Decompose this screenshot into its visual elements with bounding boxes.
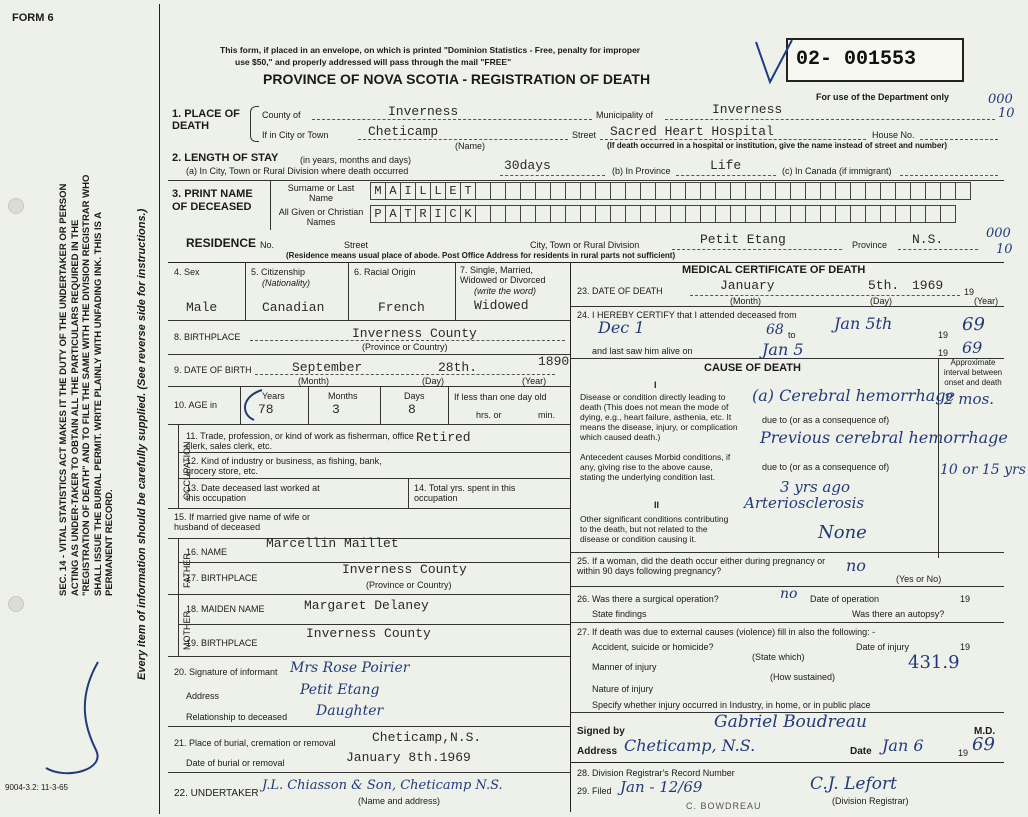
length-of-stay-label: 2. LENGTH OF STAY — [172, 152, 279, 164]
marital-value: Widowed — [474, 298, 529, 313]
attended-to: Jan 5th — [834, 314, 893, 333]
house-label: House No. — [872, 130, 915, 140]
stay-b-label: (b) In Province — [612, 166, 671, 176]
medical-certificate-title: MEDICAL CERTIFICATE OF DEATH — [682, 264, 866, 276]
q15-label: 15. If married give name of wife or husband of deceased — [174, 512, 311, 532]
place-of-death-label: 1. PLACE OF DEATH — [172, 108, 240, 132]
municipality-label: Municipality of — [596, 110, 654, 120]
mother-bp-label: 19. BIRTHPLACE — [186, 638, 258, 648]
attended-from: Dec 1 — [598, 318, 645, 337]
last-saw-label: and last saw him alive on — [592, 346, 693, 356]
racial-label: 6. Racial Origin — [354, 267, 416, 277]
dob-day: 28th. — [438, 360, 478, 375]
registration-number: 02- 001553 — [796, 48, 917, 71]
residence-street-label: Street — [344, 240, 369, 250]
dob-month: September — [292, 360, 363, 375]
other-conditions-label: Other significant conditions contributing to the death, but not related to the disease or condition causing it. — [580, 514, 729, 544]
residence-city-label: City, Town or Rural Division — [530, 240, 640, 250]
form-title: PROVINCE OF NOVA SCOTIA - REGISTRATION OF DEATH — [263, 71, 651, 87]
other-conditions-value: None — [818, 522, 867, 543]
informant-signature: Mrs Rose Poirier — [290, 660, 410, 676]
mother-maiden-name: Margaret Delaney — [304, 598, 429, 613]
stay-a-label: (a) In City, Town or Rural Division where death occurred — [186, 166, 409, 176]
q29-label: 29. Filed — [577, 786, 612, 796]
place-note: (If death occurred in a hospital or institution, give the name instead of street and number) — [607, 141, 948, 150]
dept-mark-4: 10 — [996, 242, 1013, 257]
marital-hint: (write the word) — [474, 286, 537, 296]
city-value: Cheticamp — [368, 124, 439, 139]
mother-maiden-label: 18. MAIDEN NAME — [186, 604, 265, 614]
cause-c2: Arteriosclerosis — [744, 494, 865, 512]
q27-label: 27. If death was due to external causes (violence) fill in also the following: - — [577, 627, 876, 637]
father-name: Marcellin Maillet — [266, 536, 399, 551]
cause-of-death-title: CAUSE OF DEATH — [704, 362, 801, 374]
checkmark-icon — [752, 36, 796, 88]
residence-no-label: No. — [260, 240, 275, 250]
dob-year: 1890 — [538, 354, 570, 369]
notice-line-2: use $50," and properly addressed will pass through the mail "FREE" — [235, 57, 512, 67]
age-years: 78 — [258, 402, 274, 417]
residence-province: N.S. — [912, 232, 944, 247]
q11-label: 11. Trade, profession, or kind of work as fisherman, office clerk, sales clerk, etc. — [186, 431, 414, 451]
birthplace-label: 8. BIRTHPLACE — [174, 332, 241, 342]
dept-mark-3: 000 — [986, 226, 1011, 241]
q12-label: 12. Kind of industry or business, as fishing, bank, grocery store, etc. — [186, 456, 382, 476]
sex-label: 4. Sex — [174, 267, 200, 277]
sign-date: Jan 6 — [882, 736, 924, 755]
father-name-label: 16. NAME — [186, 547, 228, 557]
dob-label: 9. DATE OF BIRTH — [174, 365, 252, 375]
q28-label: 28. Division Registrar's Record Number — [577, 768, 735, 778]
given-name-grid: P A T R I C K — [370, 205, 956, 223]
age-days: 8 — [408, 402, 416, 417]
cause-c: 3 yrs ago — [780, 478, 850, 496]
registrar-signature: C.J. Lefort — [810, 774, 897, 794]
stay-a-value: 30days — [504, 158, 551, 173]
last-saw-date: Jan 5 — [762, 340, 804, 359]
residence-province-label: Province — [852, 240, 888, 250]
registrar-stamp: C. BOWDREAU — [686, 801, 762, 811]
municipality-value: Inverness — [712, 102, 783, 117]
birthplace-value: Inverness County — [352, 326, 477, 341]
occupation-value: Retired — [416, 430, 471, 445]
street-label: Street — [572, 130, 597, 140]
dept-mark-2: 10 — [998, 106, 1015, 121]
stay-b-value: Life — [710, 158, 742, 173]
q26-label: 26. Was there a surgical operation? — [577, 594, 719, 604]
right-margin-instructions: Every item of information should be carefully supplied. (See reverse side for instructions.) — [136, 208, 148, 680]
antecedent-label: Antecedent causes Morbid conditions, if any, giving rise to the above cause, stating the underlying condition last. — [580, 452, 731, 482]
physician-address: Cheticamp, N.S. — [624, 736, 756, 755]
dept-use-label: For use of the Department only — [816, 92, 950, 102]
cause-b: Previous cerebral hemorrhage — [760, 428, 1008, 447]
stay-hint: (in years, months and days) — [300, 155, 412, 165]
undertaker-value: J.L. Chiasson & Son, Cheticamp N.S. — [262, 778, 503, 793]
punch-hole — [8, 596, 24, 612]
father-birthplace: Inverness County — [342, 562, 467, 577]
direct-cause-label: Disease or condition directly leading to death (This does not mean the mode of dying, e.g., heart failure, asthenia, etc. It means the disease, injury, or complication which caused death.) — [580, 392, 738, 442]
print-name-label: 3. PRINT NAME OF DECEASED — [172, 188, 253, 213]
physician-signature: Gabriel Boudreau — [714, 712, 867, 732]
stay-c-label: (c) In Canada (if immigrant) — [782, 166, 892, 176]
surname-label: Surname or Last Name — [287, 183, 355, 203]
father-bp-label: 17. BIRTHPLACE — [186, 573, 258, 583]
county-label: County of — [262, 110, 301, 120]
sex-value: Male — [186, 300, 218, 315]
dept-mark-1: 000 — [988, 92, 1013, 107]
margin-scribble — [36, 660, 126, 795]
punch-hole — [8, 198, 24, 214]
informant-address-label: Address — [186, 691, 220, 701]
death-year: 1969 — [912, 278, 944, 293]
notice-line-1: This form, if placed in an envelope, on which is printed "Dominion Statistics - Free, penalty for improper — [220, 45, 641, 55]
burial-date-label: Date of burial or removal — [186, 758, 285, 768]
citizenship-label: 5. Citizenship — [251, 267, 306, 277]
cause-b-interval: 10 or 15 yrs — [940, 462, 1026, 478]
burial-place: Cheticamp,N.S. — [372, 730, 482, 745]
interval-hint: Approximate interval between onset and death — [943, 358, 1003, 387]
signed-by-label: Signed by — [577, 726, 625, 737]
death-month: January — [720, 278, 775, 293]
informant-address: Petit Etang — [300, 682, 380, 698]
q24-label: 24. I HEREBY CERTIFY that I attended deceased from — [577, 310, 797, 320]
given-label: All Given or Christian Names — [278, 207, 364, 227]
mother-side-label: MOTHER — [182, 611, 192, 650]
informant-rel-label: Relationship to deceased — [186, 712, 288, 722]
age-bracket-mark — [232, 386, 272, 424]
birthplace-hint: (Province or Country) — [362, 342, 448, 352]
age-months: 3 — [332, 402, 340, 417]
name-hint: (Name) — [455, 141, 486, 151]
marital-label: 7. Single, Married, Widowed or Divorced — [460, 265, 546, 285]
informant-relationship: Daughter — [316, 703, 384, 719]
occupation-side-label: OCCUPATION — [182, 441, 192, 500]
residence-city: Petit Etang — [700, 232, 786, 247]
date-of-death-label: 23. DATE OF DEATH — [577, 286, 663, 296]
father-side-label: FATHER — [182, 553, 192, 588]
filed-date: Jan - 12/69 — [620, 778, 703, 796]
death-day: 5th. — [868, 278, 900, 293]
residence-label: RESIDENCE — [186, 236, 257, 250]
left-margin-instructions: SEC. 14 - VITAL STATISTICS ACT MAKES IT THE DUTY OF THE UNDERTAKER OR PERSON ACTING AS UNDER-TAKER TO OBTAIN ALL THE PARTICULARS REQUIRED IN THE "REGISTRATION OF DEATH" AND TO FILE THE SAME WITH THE DIVISION REGISTRAR WHO SHALL ISSUE THE BURIAL PERMIT. WRITE PLAINLY WITH UNFADING INK. THIS IS A PERMANENT RECORD. — [58, 174, 115, 596]
surname-grid: M A I L L E T — [370, 182, 971, 200]
q26-value: no — [780, 586, 798, 602]
registration-number-box — [786, 38, 964, 82]
burial-place-label: 21. Place of burial, cremation or removal — [174, 738, 336, 748]
q13-label: 13. Date deceased last worked at this occupation — [186, 483, 320, 503]
q25-value: no — [846, 556, 866, 575]
citizenship-hint: (Nationality) — [262, 278, 311, 288]
undertaker-label: 22. UNDERTAKER — [174, 788, 259, 799]
street-value: Sacred Heart Hospital — [610, 124, 774, 139]
cause-a-interval: 2 mos. — [944, 390, 995, 408]
q25-label: 25. If a woman, did the death occur either during pregnancy or within 90 days following pregnancy? — [577, 556, 826, 576]
racial-value: French — [378, 300, 425, 315]
informant-sig-label: 20. Signature of informant — [174, 667, 278, 677]
cause-code: 431.9 — [908, 652, 960, 673]
mother-birthplace: Inverness County — [306, 626, 431, 641]
form-code: 9004-3.2: 11-3-65 — [5, 783, 69, 792]
cause-a: (a) Cerebral hemorrhage — [752, 386, 955, 405]
q14-label: 14. Total yrs. spent in this occupation — [414, 483, 516, 503]
form-number: FORM 6 — [12, 12, 54, 24]
age-label: 10. AGE in — [174, 400, 218, 410]
county-value: Inverness — [388, 104, 459, 119]
burial-date: January 8th.1969 — [346, 750, 471, 765]
sign-date-label: Date — [850, 746, 872, 757]
physician-address-label: Address — [577, 746, 618, 757]
city-label: If in City or Town — [262, 130, 329, 140]
residence-note: (Residence means usual place of abode. Post Office Address for residents in rural parts not sufficient) — [286, 251, 676, 260]
citizenship-value: Canadian — [262, 300, 325, 315]
